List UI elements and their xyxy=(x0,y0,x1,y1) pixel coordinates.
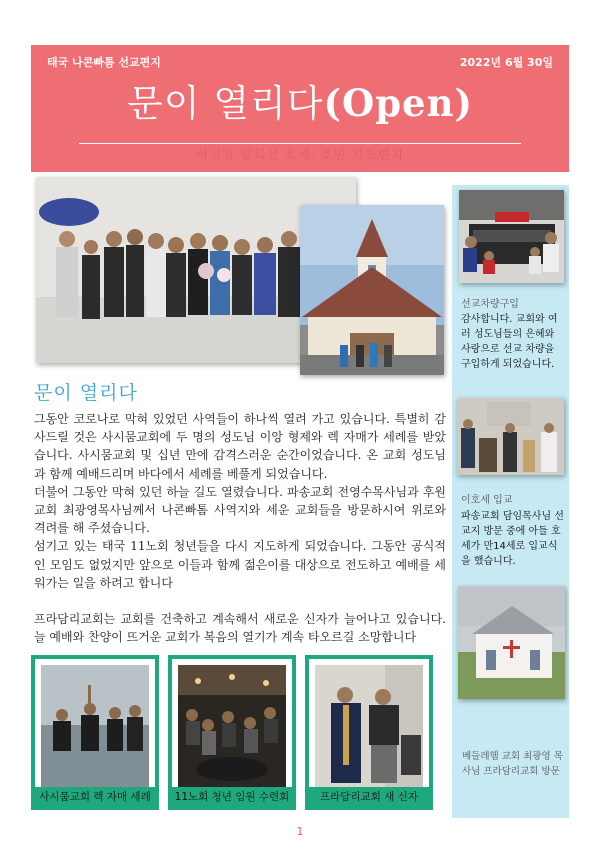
confirmation-photo xyxy=(457,398,564,475)
pradamri-church-photo xyxy=(458,586,565,699)
confirmation-text: 파송교회 담임목사님 선교지 방문 중에 아들 호세가 만14세로 입교식을 했습니다. xyxy=(461,511,564,567)
caption-youth-retreat: 11노회 청년 임원 수련회 xyxy=(172,787,292,807)
article-paragraph: 프라담리교회는 교회를 건축하고 계속해서 새로운 신자가 늘어나고 있습니다. 늘 예배와 찬양이 뜨거운 교회가 복음의 열기가 계속 타오르길 소망합니다 xyxy=(34,612,446,645)
paragraph-spacer xyxy=(34,592,446,610)
church-building-photo xyxy=(300,205,444,375)
article-paragraph: 그동안 코로나로 막혀 있었던 사역들이 하나씩 열려 가고 있습니다. 특별히 감사드릴 것은 사시뭄교회에 두 명의 성도님 이앙 형제와 렉 자매가 세례를 받았습니다. 사시뭄교회 및 십년 만에 감격스러운 순간이었습니다. 온 교회 성도님과 함께 예배드리며 바다에서 세례를 베풀게 되었습니다. xyxy=(34,412,446,481)
baptism-sea-photo xyxy=(41,665,149,791)
newsletter-date: 2022년 6월 30일 xyxy=(459,56,553,69)
title-korean: 문이 열리다 xyxy=(126,82,324,125)
visit-caption: 베들레헴 교회 최광영 목사님 프라담리교회 방문 xyxy=(462,751,563,777)
subtitle: 이선일 임회선 호세, 호민 기도편지 xyxy=(196,147,404,162)
car-text: 감사합니다. 교회와 여러 성도님들의 은혜와 사랑으로 선교 차량을 구입하게 되었습니다. xyxy=(461,314,558,370)
title-english: (Open) xyxy=(323,81,474,125)
header-divider xyxy=(79,143,521,144)
confirmation-caption: 이호세 입교 xyxy=(461,495,513,506)
article-title: 문이 열리다 xyxy=(34,382,138,404)
new-believers-photo xyxy=(315,665,423,791)
page-number: 1 xyxy=(296,825,304,838)
youth-retreat-photo xyxy=(178,665,286,791)
car-caption: 선교차량구입 xyxy=(461,299,519,310)
newsletter-label: 태국 나콘빠톰 선교편지 xyxy=(47,56,161,69)
caption-baptism: 사시뭄교회 렉 자매 세례 xyxy=(35,787,155,807)
sidebar xyxy=(452,185,569,818)
page-title xyxy=(31,81,569,125)
mission-car-photo xyxy=(459,190,564,283)
article-paragraph: 섬기고 있는 태국 11노회 청년들을 다시 지도하게 되었습니다. 그동안 공식적인 모임도 없었지만 앞으로 이들과 함께 젊은이를 대상으로 전도하고 예배를 세워가는 일을 하려고 합니다 xyxy=(34,539,446,590)
caption-new-believers: 프라담리교회 새 신자 xyxy=(309,787,429,807)
article-paragraph: 더불어 그동안 막혀 있던 하늘 길도 열렸습니다. 파송교회 전영수목사님과 후원교회 최광영목사님께서 나콘빠톰 사역지와 세운 교회들을 방문하시여 위로와 격려를 해 주셨습니다. xyxy=(34,484,446,536)
article-body xyxy=(34,410,446,646)
